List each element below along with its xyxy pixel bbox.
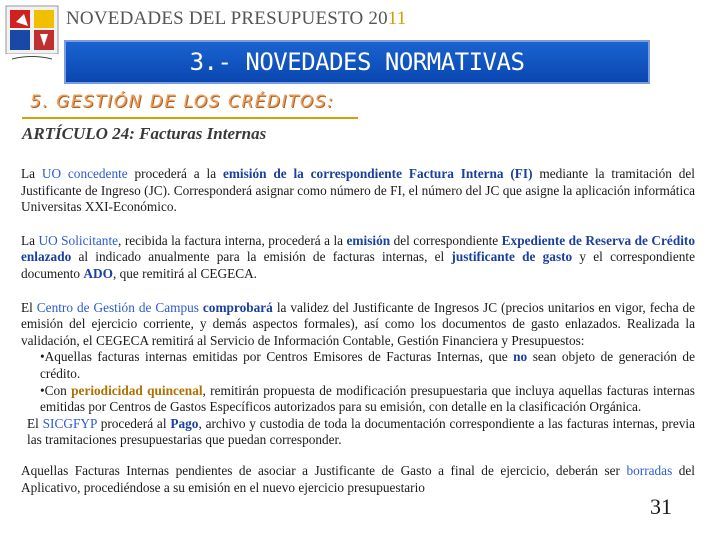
bullet-periodicidad-quincenal: •Con periodicidad quincenal, remitirán propuesta de modificación presupuestaria que incluya aquellas facturas internas emitidas por Centros de Gastos Específicos autorizados para su emisión, con detalle en la clasificación Orgánica. (40, 382, 695, 415)
term-uo-concedente: UO concedente (41, 166, 128, 181)
term-ado: ADO (83, 265, 113, 281)
term-sicgfyp: SICGFYP (42, 415, 97, 431)
paragraph-sicgfyp: El SICGFYP procederá al Pago, archivo y custodia de toda la documentación correspondiente a las facturas internas, previa las tramitaciones presupuestarias que puedan corresponder. (27, 415, 695, 448)
term-emision-factura-interna: emisión de la correspondiente Factura Interna (FI) (222, 166, 533, 181)
term-emision: emisión (346, 232, 391, 248)
section-heading: 5. GESTIÓN DE LOS CRÉDITOS: (30, 92, 335, 112)
term-comprobara: comprobará (202, 299, 273, 315)
body-content (21, 166, 695, 496)
paragraph-uo-concedente: La UO concedente procederá a la emisión de la correspondiente Factura Interna (FI) mediante la tramitación del Justificante de Ingreso (JC). Corresponderá asignar como número de FI, el número del JC que asigne la aplicación informática Universitas XXI-Económico. (21, 166, 695, 215)
paragraph-uo-solicitante: La UO Solicitante, recibida la factura interna, procederá a la emisión del correspondiente Expediente de Reserva de Crédito enlazado al indicado anualmente para la emisión de facturas internas, el justificante de gasto y el correspondiente documento ADO, que remitirá al CEGECA. (21, 232, 695, 281)
banner-title: 3.- NOVEDADES NORMATIVAS (189, 48, 525, 76)
header-title-prefix: NOVEDADES DEL PRESUPUESTO 20 (66, 8, 388, 29)
paragraph-borradas: Aquellas Facturas Internas pendientes de asociar a Justificante de Gasto a final de ejercicio, deberán ser borradas del Aplicativo, procediéndose a su emisión en el nuevo ejercicio presupuestario (21, 462, 695, 495)
term-no: no (513, 349, 528, 365)
heading-divider (22, 117, 358, 119)
term-centro-gestion-campus: Centro de Gestión de Campus (36, 299, 199, 315)
page-number: 31 (650, 494, 672, 519)
term-uo-solicitante: UO Solicitante (38, 232, 119, 248)
paragraph-centro-gestion: El Centro de Gestión de Campus comprobará la validez del Justificante de Ingresos JC (precios unitarios en vigor, fecha de emisión del ejercicio corriente, y demás aspectos formales), así como los documentos de gasto enlazados. Realizada la validación, el CEGECA remitirá al Servicio de Información Contable, Gestión Financiera y Presupuestos: (21, 299, 695, 348)
bullet-facturas-no-generacion: •Aquellas facturas internas emitidas por Centros Emisores de Facturas Internas, que no sean objeto de generación de crédito. (40, 349, 695, 381)
term-justificante-gasto: justificante de gasto (451, 249, 573, 265)
term-periodicidad-quincenal: periodicidad quincenal (71, 382, 203, 398)
header-title-year-suffix: 11 (387, 8, 407, 29)
article-title: ARTÍCULO 24: Facturas Internas (22, 124, 267, 143)
term-borradas: borradas (626, 462, 673, 478)
term-pago: Pago (170, 415, 199, 431)
header-title (66, 8, 406, 30)
slide-banner (64, 40, 650, 84)
term-expediente-reserva: Expediente de Reserva de Crédito enlazado (21, 232, 695, 265)
university-crest-logo (4, 4, 60, 64)
